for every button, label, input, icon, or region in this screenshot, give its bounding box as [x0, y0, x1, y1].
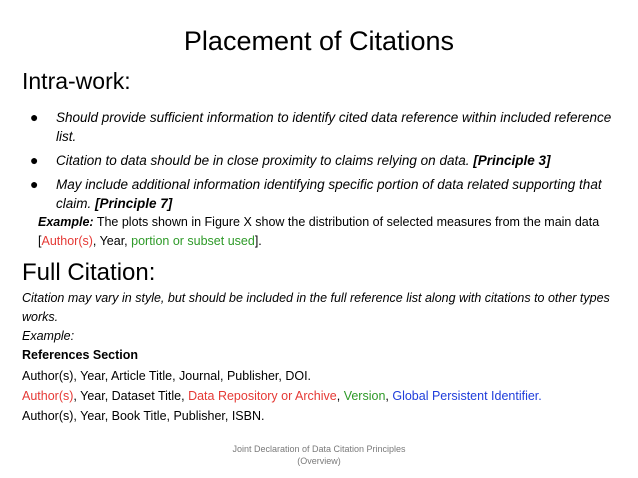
example-text: The plots shown in Figure X show the distribution of selected measures from the main data [ [38, 215, 600, 248]
principle-tag: [Principle 3] [473, 153, 551, 168]
example-label: Example: [38, 215, 94, 229]
intra-example [38, 213, 608, 251]
bullet-item [24, 175, 614, 213]
bullet-item [24, 108, 614, 146]
footer-line: Joint Declaration of Data Citation Principles [232, 444, 406, 454]
bullet-dot-icon: ● [30, 152, 39, 168]
dataset-author: Author(s) [22, 389, 74, 403]
dataset-text: , [336, 389, 344, 403]
bullet-text: May include additional information identifying specific portion of data related supporting that claim. [56, 177, 602, 211]
reference-book: Author(s), Year, Book Title, Publisher, ISBN. [22, 409, 265, 423]
bullet-text: Should provide sufficient information to identify cited data reference within included reference list. [56, 110, 612, 144]
intra-work-heading: Intra-work: [22, 68, 131, 94]
footer-line: (Overview) [297, 456, 341, 466]
dataset-repository: Data Repository or Archive [188, 389, 337, 403]
bullet-text: Citation to data should be in close proximity to claims relying on data. [56, 153, 474, 168]
example-text: ]. [254, 234, 262, 248]
reference-article: Author(s), Year, Article Title, Journal, Publisher, DOI. [22, 369, 312, 383]
full-example-label: Example: [22, 329, 75, 343]
example-author: Author(s) [41, 234, 93, 248]
bullet-dot-icon: ● [30, 176, 39, 192]
slide-title: Placement of Citations [183, 26, 455, 56]
full-citation-heading: Full Citation: [22, 259, 156, 286]
full-citation-intro: Citation may vary in style, but should be included in the full reference list along with citations to other types works. [22, 291, 610, 324]
bullet-dot-icon: ● [30, 109, 39, 125]
dataset-version: Version [343, 389, 386, 403]
example-portion: portion or subset used [131, 234, 255, 248]
slide-footer [205, 443, 433, 467]
example-text: , Year, [92, 234, 132, 248]
bullet-item [24, 151, 614, 170]
dataset-identifier: Global Persistent Identifier. [392, 389, 542, 403]
principle-tag: [Principle 7] [95, 196, 173, 211]
references-section-label: References Section [22, 348, 139, 362]
reference-dataset [22, 387, 622, 406]
dataset-text: , [385, 389, 393, 403]
intra-work-bullets [24, 108, 614, 218]
dataset-text: , Year, Dataset Title, [73, 389, 189, 403]
